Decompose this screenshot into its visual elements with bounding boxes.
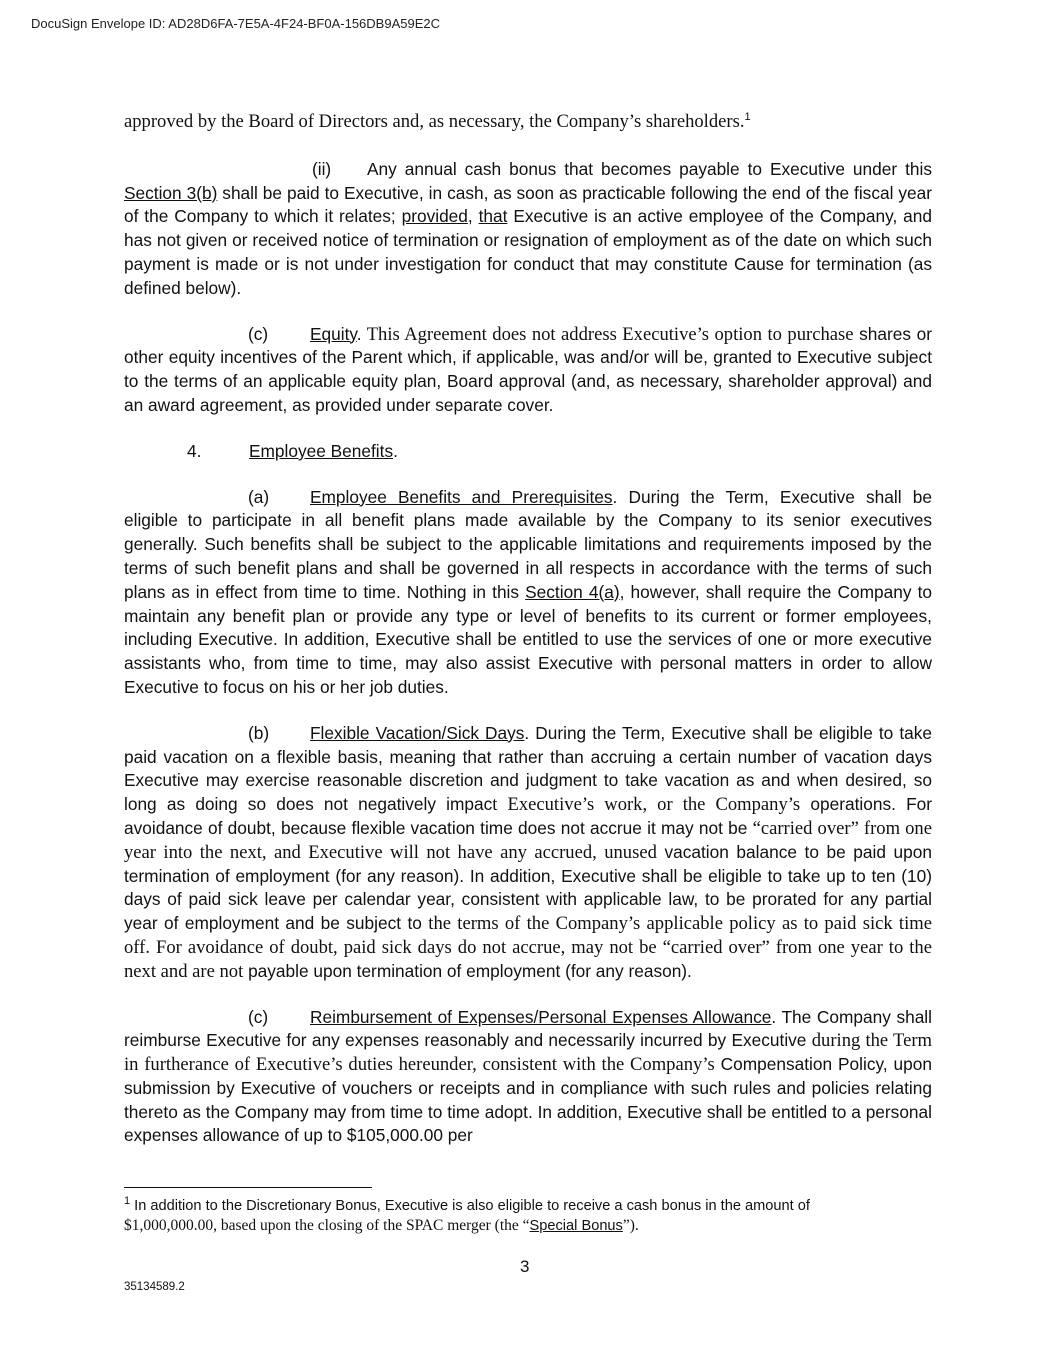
clause-label: (b) — [248, 722, 270, 743]
footnote-marker: 1 — [124, 1195, 131, 1208]
section-reference[interactable]: Section 3(b) — [124, 182, 218, 203]
clause-label: (a) — [248, 486, 270, 507]
document-number: 35134589.2 — [124, 1281, 185, 1293]
section-number: 4. — [187, 440, 202, 461]
docusign-envelope-id: DocuSign Envelope ID: AD28D6FA-7E5A-4F24-BF0A-156DB9A59E2C — [31, 16, 440, 31]
clause-label: (c) — [248, 1006, 269, 1027]
section-heading-employee-benefits: 4. Employee Benefits. — [124, 440, 932, 464]
clause-label: (c) — [248, 323, 269, 344]
paragraph-vacation: (b) Flexible Vacation/Sick Days. During the Term, Executive shall be eligible to take paid vacation on a flexible basis, meaning that rather than accruing a certain number of vacation days Executive may exercise reasonable discretion and judgment to take vacation as and when desired, so long as doing so does not negatively impact Executive’s work, or the Company’s operations. For avoidance of doubt, because flexible vacation time does not accrue it may not be “carried over” from one year into the next, and Executive will not have any accrued, unused vacation balance to be paid upon termination of employment (for any reason). In addition, Executive shall be eligible to take up to ten (10) days of paid sick leave per calendar year, consistent with applicable law, to be prorated for any partial year of employment and be subject to the terms of the Company’s applicable policy as to paid sick time off. For avoidance of doubt, paid sick days do not accrue, may not be “carried over” from one year to the next and are not payable upon termination of employment (for any reason). — [124, 722, 933, 982]
paragraph-equity: (c) Equity. This Agreement does not address Executive’s option to purchase shares or other equity incentives of the Parent which, if applicable, was and/or will be, granted to Executive subject to the terms of an applicable equity plan, Board approval (and, as necessary, shareholder approval) and an award agreement, as provided under separate cover. — [124, 323, 932, 415]
paragraph-reimbursement: (c) Reimbursement of Expenses/Personal Expenses Allowance. The Company shall reimburse Executive for any expenses reasonably and necessarily incurred by Executive during the Term in furtherance of Executive’s duties hereunder, consistent with the Company’s Compensation Policy, upon submission by Executive of vouchers or receipts and in compliance with such rules and policies relating thereto as the Company may from time to time adopt. In addition, Executive shall be entitled to a personal expenses allowance of up to $105,000.00 per — [124, 1006, 932, 1146]
paragraph-employee-benefits: (a) Employee Benefits and Prerequisites. During the Term, Executive shall be eligible to participate in all benefit plans made available by the Company to its senior executives generally. Such benefits shall be subject to the applicable limitations and requirements imposed by the terms of such benefit plans and shall be governed in all respects in accordance with the terms of such plans as in effect from time to time. Nothing in this Section 4(a), however, shall require the Company to maintain any benefit plan or provide any type or level of benefits to its current or former employees, including Executive. In addition, Executive shall be entitled to use the services of one or more executive assistants who, from time to time, may also assist Executive with personal matters in order to allow Executive to focus on his or her job duties. — [124, 486, 932, 697]
footnote-defined-term: Special Bonus — [529, 1218, 623, 1234]
clause-heading: Equity — [310, 323, 357, 344]
section-reference[interactable]: Section 4(a) — [525, 581, 620, 602]
paragraph-board-approval: approved by the Board of Directors and, as necessary, the Company’s shareholders.$^1$ — [124, 111, 751, 132]
clause-heading: Reimbursement of Expenses/Personal Expenses Allowance — [310, 1006, 772, 1027]
term-that: that — [478, 206, 508, 227]
clause-label: (ii) — [312, 158, 332, 179]
clause-heading: Employee Benefits and Prerequisites — [310, 486, 613, 507]
footnote-reference[interactable]: 1 — [744, 111, 751, 124]
clause-heading: Flexible Vacation/Sick Days — [310, 722, 525, 743]
page-number: 3 — [520, 1257, 530, 1276]
document-body — [124, 110, 932, 1170]
section-title: Employee Benefits — [249, 440, 394, 461]
footnote: $^1$ In addition to the Discretionary Bonus, Executive is also eligible to receive a cash bonus in the amount of $1,000,000.00, based upon the closing of the SPAC merger (the “Special Bonus”). — [124, 1195, 810, 1234]
term-provided: provided — [401, 206, 468, 227]
footnote-divider — [124, 1187, 372, 1188]
paragraph-annual-bonus: (ii) Any annual cash bonus that becomes payable to Executive under this Section 3(b) shall be paid to Executive, in cash, as soon as practicable following the end of the fiscal year of the Company to which it relates; provided, that Executive is an active employee of the Company, and has not given or received notice of termination or resignation of employment as of the date on which such payment is made or is not under investigation for conduct that may constitute Cause for termination (as defined below). — [124, 158, 932, 298]
